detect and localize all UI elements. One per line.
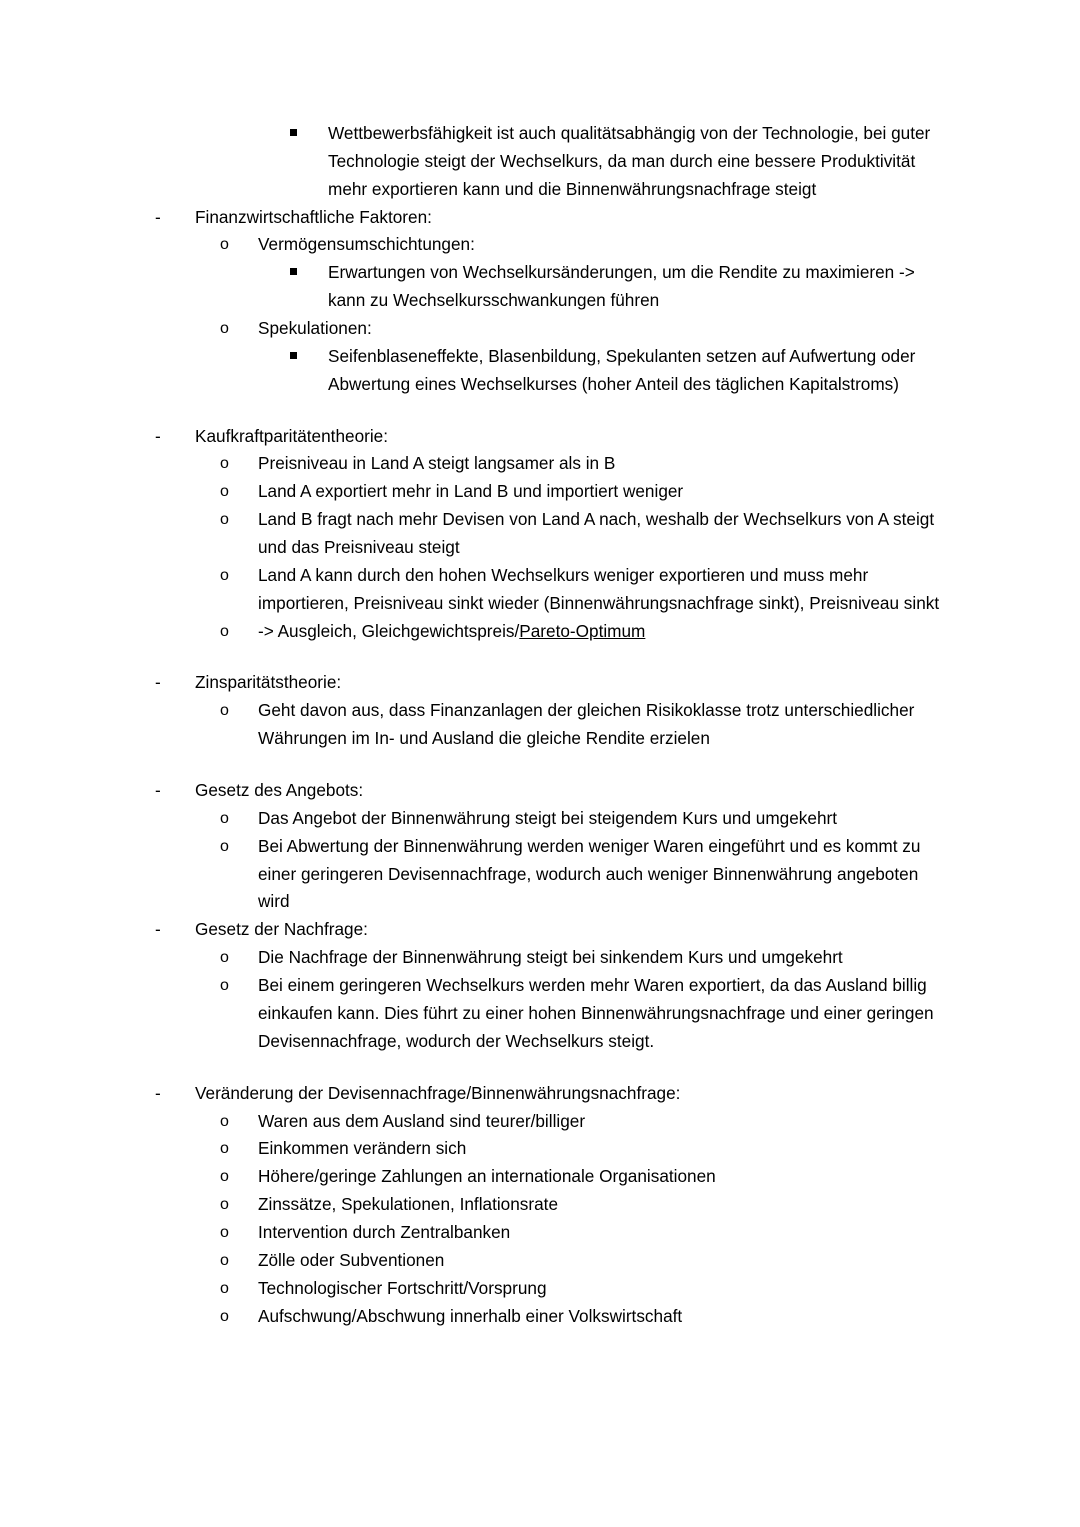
list-item <box>220 450 950 478</box>
list-item-text: Land A kann durch den hohen Wechselkurs weniger exportieren und muss mehr importieren, Preisniveau sinkt wieder (Binnenwährungsnachfrage sinkt), Preisniveau sinkt <box>258 564 940 613</box>
circle-bullet-icon: o <box>220 1112 229 1130</box>
circle-bullet-icon: o <box>220 1168 229 1186</box>
list-item-text: Bei einem geringeren Wechselkurs werden mehr Waren exportiert, da das Ausland billig einkaufen kann. Dies führt zu einer hohen Binnenwährungsnachfrage und einer geringen Devisennachfrage, wodurch der Wechselkurs steigt. <box>258 975 934 1051</box>
list-item-text: Das Angebot der Binnenwährung steigt bei steigendem Kurs und umgekehrt <box>258 807 838 828</box>
list-item-text: Erwartungen von Wechselkursänderungen, um die Rendite zu maximieren -> kann zu Wechselkursschwankungen führen <box>328 262 915 311</box>
list-item-text: Finanzwirtschaftliche Faktoren: <box>195 206 432 227</box>
circle-bullet-icon: o <box>220 977 229 995</box>
square-bullet-icon <box>290 343 328 371</box>
circle-bullet-icon: o <box>220 1307 229 1325</box>
list-item <box>290 259 950 315</box>
circle-bullet-icon: o <box>220 1279 229 1297</box>
list-item <box>220 1247 950 1275</box>
dash-bullet-icon: - <box>155 425 161 446</box>
list-item-text-prefix: -> Ausgleich, Gleichgewichtspreis/ <box>258 620 520 641</box>
list-item-text: Preisniveau in Land A steigt langsamer als in B <box>258 453 616 474</box>
circle-bullet-icon: o <box>220 809 229 827</box>
circle-bullet-icon: o <box>220 566 229 584</box>
circle-bullet-icon: o <box>220 1140 229 1158</box>
dash-bullet-icon: - <box>155 780 161 801</box>
paragraph-spacer <box>155 1056 950 1080</box>
circle-bullet-icon: o <box>220 622 229 640</box>
dash-bullet-icon: - <box>155 919 161 940</box>
paragraph-spacer <box>155 645 950 669</box>
circle-bullet-icon: o <box>220 1196 229 1214</box>
list-item-text: Wettbewerbsfähigkeit ist auch qualitätsabhängig von der Technologie, bei guter Technologie steigt der Wechselkurs, da man durch eine bessere Produktivität mehr exportieren kann und die Binnenwährungsnachfrage steigt <box>328 123 931 199</box>
list-item <box>220 944 950 972</box>
list-item <box>220 1163 950 1191</box>
list-item-text: Höhere/geringe Zahlungen an internationale Organisationen <box>258 1166 716 1187</box>
list-item <box>155 1080 950 1108</box>
list-item <box>220 562 950 618</box>
list-item <box>220 1135 950 1163</box>
dash-bullet-icon: - <box>155 1082 161 1103</box>
document-body <box>155 120 950 1330</box>
circle-bullet-icon: o <box>220 320 229 338</box>
list-item <box>220 1275 950 1303</box>
list-item-text: Technologischer Fortschritt/Vorsprung <box>258 1277 547 1298</box>
list-item <box>220 231 950 259</box>
list-item <box>155 916 950 944</box>
list-item <box>220 315 950 343</box>
list-item-text: Kaufkraftparitätentheorie: <box>195 425 388 446</box>
list-item <box>155 777 950 805</box>
circle-bullet-icon: o <box>220 236 229 254</box>
list-item-text: Gesetz des Angebots: <box>195 780 364 801</box>
list-item <box>220 1108 950 1136</box>
list-item-text: Spekulationen: <box>258 318 372 339</box>
list-item <box>220 1191 950 1219</box>
dash-bullet-icon: - <box>155 672 161 693</box>
list-item-text: Seifenblaseneffekte, Blasenbildung, Spekulanten setzen auf Aufwertung oder Abwertung eines Wechselkurses (hoher Anteil des täglichen Kapitalstroms) <box>328 345 916 394</box>
circle-bullet-icon: o <box>220 455 229 473</box>
list-item-text: Vermögensumschichtungen: <box>258 234 475 255</box>
list-item-text: Einkommen verändern sich <box>258 1138 467 1159</box>
list-item <box>220 833 950 917</box>
circle-bullet-icon: o <box>220 483 229 501</box>
list-item-text: Zinssätze, Spekulationen, Inflationsrate <box>258 1194 559 1215</box>
list-item-text: Land A exportiert mehr in Land B und importiert weniger <box>258 481 684 502</box>
list-item-text <box>258 618 950 646</box>
list-item <box>220 506 950 562</box>
list-item <box>220 697 950 753</box>
underlined-term: Pareto-Optimum <box>519 620 646 641</box>
list-item-text: Land B fragt nach mehr Devisen von Land A nach, weshalb der Wechselkurs von A steigt und das Preisniveau steigt <box>258 509 935 558</box>
list-item-text: Zölle oder Subventionen <box>258 1249 445 1270</box>
list-item <box>155 204 950 232</box>
circle-bullet-icon: o <box>220 837 229 855</box>
list-item-text: Die Nachfrage der Binnenwährung steigt bei sinkendem Kurs und umgekehrt <box>258 947 843 968</box>
list-item-text: Waren aus dem Ausland sind teurer/billiger <box>258 1110 586 1131</box>
list-item <box>290 120 950 204</box>
list-item-text: Geht davon aus, dass Finanzanlagen der gleichen Risikoklasse trotz unterschiedlicher Währungen im In- und Ausland die gleiche Rendite erzielen <box>258 700 915 749</box>
circle-bullet-icon: o <box>220 949 229 967</box>
list-item <box>220 1219 950 1247</box>
circle-bullet-icon: o <box>220 1251 229 1269</box>
list-item <box>220 805 950 833</box>
list-item-text: Bei Abwertung der Binnenwährung werden weniger Waren eingeführt und es kommt zu einer geringeren Devisennachfrage, wodurch auch weniger Binnenwährung angeboten wird <box>258 835 921 912</box>
paragraph-spacer <box>155 399 950 423</box>
list-item <box>155 423 950 451</box>
circle-bullet-icon: o <box>220 702 229 720</box>
list-item-text: Aufschwung/Abschwung innerhalb einer Volkswirtschaft <box>258 1305 683 1326</box>
list-item <box>220 478 950 506</box>
dash-bullet-icon: - <box>155 206 161 227</box>
list-item <box>220 1303 950 1331</box>
list-item-text: Veränderung der Devisennachfrage/Binnenwährungsnachfrage: <box>195 1082 681 1103</box>
circle-bullet-icon: o <box>220 1223 229 1241</box>
list-item <box>290 343 950 399</box>
square-bullet-icon <box>290 259 328 287</box>
list-item <box>220 972 950 1056</box>
list-item-text: Zinsparitätstheorie: <box>195 672 342 693</box>
list-item-text: Gesetz der Nachfrage: <box>195 919 368 940</box>
paragraph-spacer <box>155 753 950 777</box>
list-item-text: Intervention durch Zentralbanken <box>258 1221 511 1242</box>
square-bullet-icon <box>290 120 328 148</box>
list-item <box>155 669 950 697</box>
circle-bullet-icon: o <box>220 511 229 529</box>
list-item <box>220 618 950 646</box>
